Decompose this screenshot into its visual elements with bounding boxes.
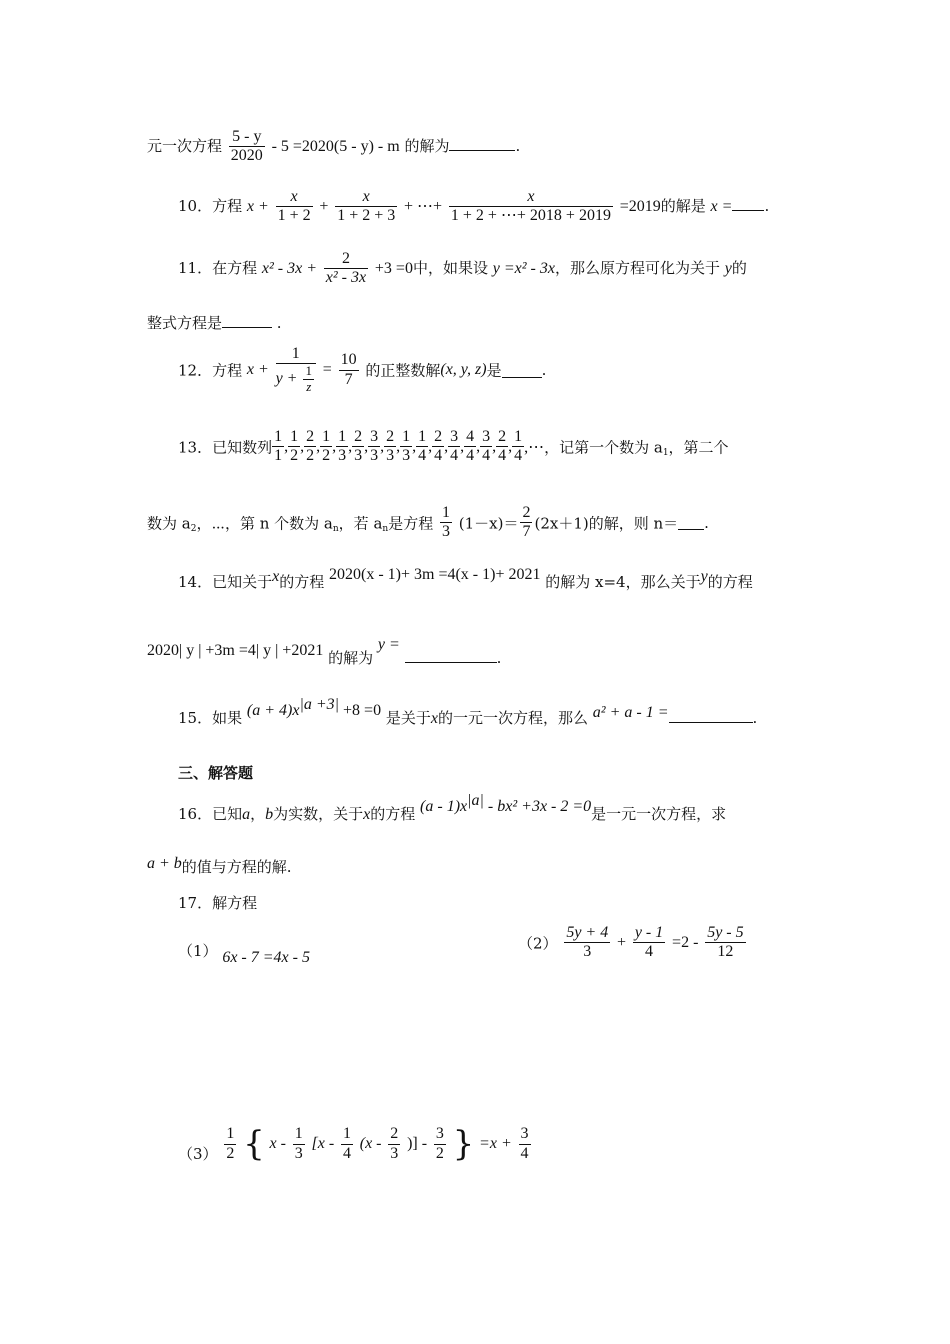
q16-tail: 是一元一次方程，求 <box>591 805 727 823</box>
q15-tail: 的一元一次方程，那么 <box>437 709 588 727</box>
q13-fb-d: 7 <box>522 523 531 541</box>
q14-label: 14．已知关于 <box>178 573 273 591</box>
q12-rd: 7 <box>344 370 353 388</box>
p1-eq: 6x - 7 =4x - 5 <box>222 949 310 966</box>
question-11-line2 <box>147 312 282 333</box>
p3-rd: 4 <box>520 1144 529 1162</box>
q13-line2b: ，⋯，第 n 个数为 a <box>196 514 333 533</box>
q13-comma: , <box>492 437 497 455</box>
question-16-line2 <box>147 856 292 877</box>
q16-eq: (a - 1)x <box>420 798 468 815</box>
q13-comma: , <box>300 437 305 455</box>
q12-inner-frac <box>303 364 314 395</box>
p3-x1: x - <box>269 1135 286 1152</box>
q13-frac-den: 1 <box>274 447 283 465</box>
q13-frac-den: 2 <box>322 447 331 465</box>
q13-fraction <box>384 428 396 466</box>
q10-f2n: x <box>335 188 397 207</box>
q10-plus: + <box>319 197 329 215</box>
q10-xeq: x = <box>710 197 733 215</box>
q13-comma: , <box>332 437 337 455</box>
q16-line2a: a + b <box>147 855 182 872</box>
q10-rhs: =2019 <box>619 197 661 215</box>
q12-x: x + <box>246 361 269 379</box>
q13-frac-den: 4 <box>466 447 475 465</box>
q13-line2c: ，若 a <box>338 514 383 533</box>
q11-end: . <box>276 314 282 332</box>
p3-close: )] - <box>407 1135 428 1152</box>
q13-line2d: 是方程 <box>388 514 434 533</box>
q13-frac-num: 1 <box>400 428 412 447</box>
part-1 <box>178 940 310 966</box>
q13-fraction <box>400 428 412 466</box>
question-17: 17．解方程 <box>178 894 258 912</box>
question-11 <box>178 250 747 288</box>
q14-mid2: 的解为 <box>328 649 374 667</box>
q15-rest: +8 =0 <box>339 702 382 719</box>
q13-frac-den: 3 <box>354 447 363 465</box>
q10-label: 10．方程 <box>178 196 243 215</box>
q13-tail2: ，第二个 <box>668 438 729 457</box>
q13-fa-d: 3 <box>441 523 450 541</box>
part-2 <box>518 924 748 962</box>
answer-blank[interactable] <box>669 708 753 723</box>
q13-frac-den: 4 <box>450 447 459 465</box>
q13-label: 13．已知数列 <box>178 438 273 457</box>
q12-cfrac <box>276 345 316 395</box>
p3-threehalves <box>434 1125 446 1163</box>
q13-frac-den: 4 <box>514 447 523 465</box>
q14-end: . <box>496 649 502 667</box>
q13-fraction <box>464 428 476 466</box>
q13-comma: , <box>428 437 433 455</box>
question-14 <box>178 568 753 592</box>
q14-eq: 2020(x - 1)+ 3m =4(x - 1)+ 2021 <box>329 566 541 583</box>
q13-frac-a <box>440 504 452 542</box>
q14-x: x <box>272 568 280 585</box>
q13-frac-den: 3 <box>402 447 411 465</box>
q13-comma: , <box>476 437 481 455</box>
q13-comma: , <box>284 437 289 455</box>
q13-frac-num: 2 <box>432 428 444 447</box>
answer-blank[interactable] <box>222 313 272 328</box>
q13-frac-num: 3 <box>480 428 492 447</box>
q10-tail: 的解是 <box>660 196 706 215</box>
q13-frac-num: 2 <box>352 428 364 447</box>
q11-sub: y =x² - 3x <box>492 259 555 277</box>
p3-rn: 3 <box>519 1125 531 1144</box>
q13-frac-num: 3 <box>368 428 380 447</box>
q13-frac-den: 2 <box>290 447 299 465</box>
q12-label: 12．方程 <box>178 361 243 380</box>
q13-fraction <box>320 428 332 466</box>
q14-yeq: y = <box>377 636 400 653</box>
question-10: 10．方程 x + $\frac{x}{1 + 2}$ + $\frac{x}{1 + 2 + 3}$ + ⋯+ $\frac{x}{1 + 2 + \cdots+ 2018 + 2019}$ =2019的解是 x = . <box>178 188 770 225</box>
answer-blank[interactable] <box>449 136 515 151</box>
q10-dots: + ⋯+ <box>404 197 443 215</box>
q13-frac-num: 1 <box>272 428 284 447</box>
q16-a: a <box>242 806 251 823</box>
q16-exp: |a| <box>467 792 484 809</box>
q13-tail: ，记第一个数为 a <box>544 438 663 457</box>
q13-fraction <box>416 428 428 466</box>
q14-tail2: 的方程 <box>707 573 753 591</box>
p2-f1n: 5y + 4 <box>564 924 610 943</box>
q11-line2: 整式方程是 <box>147 314 223 332</box>
p2-frac1 <box>564 924 610 962</box>
q13-comma: , <box>508 437 513 455</box>
q13-comma: , <box>396 437 401 455</box>
q11-mid: 中，如果设 <box>412 258 488 277</box>
answer-blank[interactable] <box>732 196 764 211</box>
q13-comma: , <box>412 437 417 455</box>
q16-rest: - bx² +3x - 2 =0 <box>483 798 592 815</box>
q13-sequence <box>272 428 524 465</box>
q9-fraction <box>229 128 265 166</box>
q11-expr: x² - 3x + <box>261 259 317 277</box>
q12-mid: 的正整数解 <box>365 361 441 380</box>
q13-frac-num: 2 <box>496 428 508 447</box>
q12-eq: = <box>322 361 332 379</box>
p2-frac2 <box>633 924 665 962</box>
q12-one2: 1 <box>305 363 312 379</box>
q12-rn: 10 <box>339 351 359 370</box>
q12-one: 1 <box>276 345 316 364</box>
p3-wd: 3 <box>390 1144 399 1162</box>
q13-line2a: 数为 a <box>147 514 191 533</box>
q12-rfrac <box>339 351 359 389</box>
q16-x: x <box>363 806 371 823</box>
q11-tail2: 的 <box>731 258 747 277</box>
q13-comma: , <box>348 437 353 455</box>
q10-f1d: 1 + 2 <box>277 207 311 225</box>
q13-fb-n: 2 <box>520 504 532 523</box>
q10-f3d: 1 + 2 + ⋯+ 2018 + 2019 <box>450 207 611 225</box>
p3-third <box>293 1125 305 1163</box>
q13-ellipsis: ,⋯ <box>524 438 545 456</box>
q13-fraction <box>368 428 380 466</box>
q13-fraction <box>304 428 316 466</box>
q16-mid: 为实数，关于 <box>273 805 364 823</box>
p3-tn: 1 <box>293 1125 305 1144</box>
q13-paren1: (1－x)＝ <box>458 514 519 533</box>
p3-half <box>224 1125 236 1163</box>
p2-f2d: 4 <box>645 943 654 961</box>
q16-label: 16．已知 <box>178 805 243 823</box>
p3-wn: 2 <box>388 1125 400 1144</box>
p3-rbrace: } <box>452 1124 475 1164</box>
q11-rest: +3 =0 <box>374 259 413 277</box>
p3-hn: 1 <box>224 1125 236 1144</box>
q13-frac-den: 3 <box>338 447 347 465</box>
q13-frac-b <box>520 504 532 542</box>
question-15 <box>178 696 758 728</box>
q13-comma: , <box>364 437 369 455</box>
q13-comma: , <box>444 437 449 455</box>
q13-fraction <box>480 428 492 466</box>
q15-eq: (a + 4)x <box>246 702 300 719</box>
q13-fraction <box>288 428 300 466</box>
q13-frac-den: 4 <box>418 447 427 465</box>
p3-td: 3 <box>294 1144 303 1162</box>
q9-text: 元一次方程 <box>147 136 223 155</box>
q13-frac-num: 1 <box>512 428 524 447</box>
q13-comma: , <box>316 437 321 455</box>
question-13-line2 <box>147 504 709 542</box>
q9-tail: 元一次方程 $\frac{5 - y}{2020}$ - 5 =2020(5 - y) - m 的解为 . <box>147 128 521 165</box>
p2-label: （2） <box>518 934 558 953</box>
q13-frac-den: 2 <box>306 447 315 465</box>
q10-f3n: x <box>449 188 613 207</box>
section-heading: 三、解答题 <box>178 764 254 782</box>
q13-fraction <box>448 428 460 466</box>
q13-fraction <box>352 428 364 466</box>
q12-den <box>276 364 316 395</box>
q15-mid: 是关于 <box>385 709 431 727</box>
p3-qn: 1 <box>341 1125 353 1144</box>
q13-frac-num: 3 <box>448 428 460 447</box>
q13-fraction <box>272 428 284 466</box>
p3-lbrace: { <box>243 1124 265 1164</box>
q13-subn2: n <box>382 523 389 534</box>
q14-mid: 的方程 <box>279 573 325 591</box>
q13-sub1: 1 <box>662 447 669 458</box>
q13-fraction <box>496 428 508 466</box>
q13-subn: n <box>332 523 339 534</box>
answer-blank[interactable] <box>678 515 704 530</box>
q11-label: 11．在方程 <box>178 258 258 277</box>
p3-kd: 2 <box>435 1144 444 1162</box>
part-3 <box>178 1124 533 1164</box>
q9-den: 2020 <box>230 147 263 165</box>
q9-rest: - 5 =2020(5 - y) - m <box>271 137 400 155</box>
q13-frac-num: 4 <box>464 428 476 447</box>
q16-b: b <box>265 806 274 823</box>
question-12 <box>178 345 546 395</box>
q15-label: 15．如果 <box>178 709 243 727</box>
q10-f1n: x <box>276 188 313 207</box>
q12-end: . <box>541 361 547 380</box>
q13-sub2: 2 <box>190 523 197 534</box>
p1-label: （1） <box>178 942 218 960</box>
p3-rhs: =x + <box>479 1135 512 1152</box>
question-13 <box>178 428 729 466</box>
q10-frac1 <box>276 188 313 226</box>
q15-expr: a² + a - 1 = <box>592 704 669 721</box>
q11-tail: ，那么原方程可化为关于 <box>554 258 720 277</box>
p2-f3d: 12 <box>717 943 734 961</box>
q11-fd: x² - 3x <box>325 269 367 287</box>
answer-blank[interactable] <box>502 363 542 378</box>
q13-fraction <box>512 428 524 466</box>
q11-fn: 2 <box>324 250 368 269</box>
p3-br: [x - <box>311 1135 335 1152</box>
q13-frac-den: 3 <box>386 447 395 465</box>
q13-frac-den: 3 <box>370 447 379 465</box>
p2-eq: =2 - <box>672 933 699 951</box>
q16-comma: ， <box>250 805 266 823</box>
q13-frac-den: 4 <box>482 447 491 465</box>
q9-tail-text: 的解为 <box>404 136 450 155</box>
question-14-line2 <box>147 636 502 667</box>
q13-fa-n: 1 <box>440 504 452 523</box>
q13-fraction <box>432 428 444 466</box>
q12-tuple: (x, y, z) <box>440 361 487 379</box>
answer-blank[interactable] <box>405 648 497 663</box>
q13-frac-num: 2 <box>304 428 316 447</box>
p3-label: （3） <box>178 1145 218 1163</box>
q15-x: x <box>430 710 438 727</box>
q10-frac2 <box>335 188 397 226</box>
q13-comma: , <box>460 437 465 455</box>
q13-paren2: (2x＋1)的解，则 n＝ <box>534 514 679 533</box>
p2-frac3 <box>705 924 745 962</box>
p3-hd: 2 <box>226 1144 235 1162</box>
q13-frac-num: 1 <box>320 428 332 447</box>
q11-frac <box>324 250 368 288</box>
q14-tail: 的解为 x=4，那么关于 <box>545 573 701 591</box>
q13-comma: , <box>380 437 385 455</box>
q13-frac-den: 4 <box>498 447 507 465</box>
p3-inner: (x - <box>359 1135 382 1152</box>
p3-kn: 3 <box>434 1125 446 1144</box>
p3-qd: 4 <box>342 1144 351 1162</box>
question-16 <box>178 792 727 824</box>
q13-frac-num: 1 <box>416 428 428 447</box>
q11-var: y <box>724 259 732 277</box>
q13-frac-den: 4 <box>434 447 443 465</box>
q12-tail: 是 <box>486 361 502 380</box>
q13-frac-num: 1 <box>336 428 348 447</box>
q15-exp: |a +3| <box>299 696 340 713</box>
q12-y: y + <box>275 370 298 388</box>
q16-line2b: 的值与方程的解. <box>181 858 292 876</box>
p3-twothirds <box>388 1125 400 1163</box>
q10-frac3 <box>449 188 613 226</box>
q13-fraction <box>336 428 348 466</box>
q12-z: z <box>306 379 312 395</box>
q15-end: . <box>752 709 758 727</box>
p2-f1d: 3 <box>583 943 592 961</box>
q16-mid2: 的方程 <box>370 805 416 823</box>
q14-eq2: 2020| y | +3m =4| y | +2021 <box>147 642 324 659</box>
p3-quarter <box>341 1125 353 1163</box>
p2-f3n: 5y - 5 <box>705 924 745 943</box>
q13-frac-num: 1 <box>288 428 300 447</box>
q13-end: . <box>704 513 709 532</box>
q9-num: 5 - y <box>229 128 265 147</box>
q10-lhs: x + <box>246 197 269 215</box>
p3-threequarters <box>519 1125 531 1163</box>
q14-y: y <box>700 568 708 585</box>
p2-f2n: y - 1 <box>633 924 665 943</box>
q10-f2d: 1 + 2 + 3 <box>337 207 396 225</box>
p2-plus: + <box>617 933 627 951</box>
q13-frac-num: 2 <box>384 428 396 447</box>
